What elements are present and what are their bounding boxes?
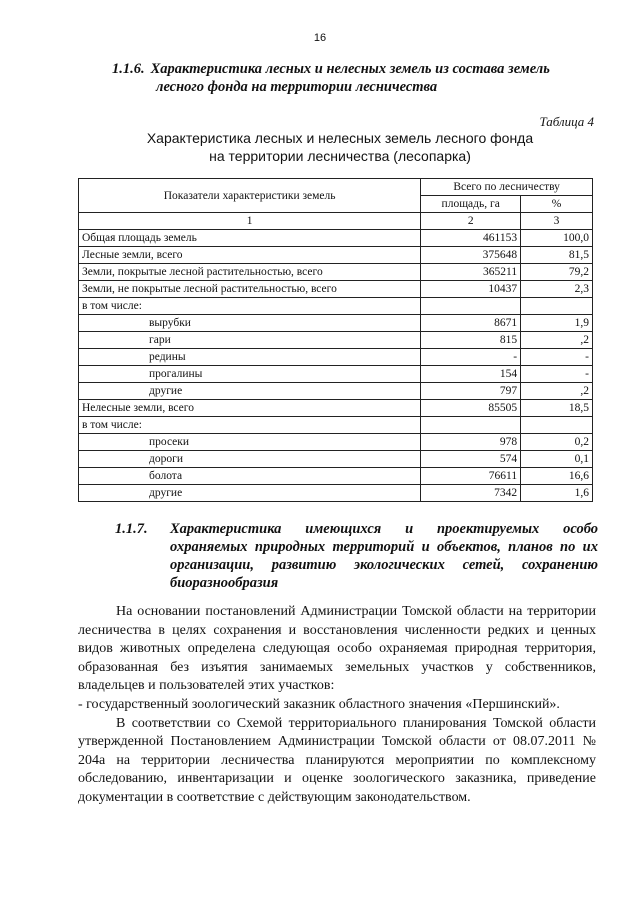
row-area: 10437 [421, 281, 521, 298]
row-percent: - [521, 349, 593, 366]
table-row [79, 298, 593, 315]
column-number-1: 1 [79, 213, 421, 230]
section-number: 1.1.7. [115, 521, 148, 537]
row-label: Общая площадь земель [79, 230, 421, 247]
row-label: редины [79, 349, 421, 366]
column-number-2: 2 [421, 213, 521, 230]
row-percent: ,2 [521, 383, 593, 400]
paragraph-2-list-item: - государственный зоологический заказник областного значения «Першинский». [78, 696, 560, 712]
row-label: в том числе: [79, 417, 421, 434]
row-label: просеки [79, 434, 421, 451]
row-percent: ,2 [521, 332, 593, 349]
section-title: Характеристика имеющихся и проектируемых особо охраняемых природных территорий и объектов, планов по их организации, развитию экологических сетей, сохранению биоразнообразия [170, 521, 598, 591]
row-area: 8671 [421, 315, 521, 332]
row-percent: 79,2 [521, 264, 593, 281]
table-row [79, 281, 593, 298]
table-title-line-2: на территории лесничества (лесопарка) [209, 148, 471, 164]
table-row [79, 349, 593, 366]
row-area: 797 [421, 383, 521, 400]
row-area: 76611 [421, 468, 521, 485]
row-label: другие [79, 383, 421, 400]
row-area: 365211 [421, 264, 521, 281]
row-label: Нелесные земли, всего [79, 400, 421, 417]
row-area: 815 [421, 332, 521, 349]
row-label: вырубки [79, 315, 421, 332]
row-percent: 16,6 [521, 468, 593, 485]
paragraph-1: На основании постановлений Администрации Томской области на территории лесничества в целях сохранения и восстановления численности редких и ценных видов животных определена следующая особо охраняемая природная территория, образованная без изъятия занимаемых земельных участков у собственников, владельцев и пользователей этих участков: [78, 604, 596, 694]
section-heading-1-1-7 [115, 520, 598, 592]
page-number: 16 [313, 32, 327, 44]
row-label: Земли, не покрытые лесной растительностью, всего [79, 281, 421, 298]
table-row [79, 451, 593, 468]
row-label: Лесные земли, всего [79, 247, 421, 264]
section-heading-1-1-6 [112, 60, 598, 96]
row-percent: 2,3 [521, 281, 593, 298]
table-row [79, 383, 593, 400]
row-area [421, 298, 521, 315]
row-label: другие [79, 485, 421, 502]
header-area: площадь, га [421, 196, 521, 213]
row-area: 574 [421, 451, 521, 468]
column-number-3: 3 [521, 213, 593, 230]
row-percent: 0,2 [521, 434, 593, 451]
table-title-line-1: Характеристика лесных и нелесных земель лесного фонда [146, 130, 534, 146]
section-number: 1.1.6. [112, 61, 145, 77]
header-percent: % [521, 196, 593, 213]
row-label: Земли, покрытые лесной растительностью, всего [79, 264, 421, 281]
row-area [421, 417, 521, 434]
header-total: Всего по лесничеству [421, 179, 593, 196]
row-percent: 1,9 [521, 315, 593, 332]
table-row [79, 264, 593, 281]
row-area: 375648 [421, 247, 521, 264]
section-title-line-2: лесного фонда на территории лесничества [156, 79, 438, 95]
row-label: гари [79, 332, 421, 349]
row-percent: 0,1 [521, 451, 593, 468]
table-row [79, 485, 593, 502]
row-label: прогалины [79, 366, 421, 383]
table-row [79, 315, 593, 332]
row-label: болота [79, 468, 421, 485]
row-percent: 18,5 [521, 400, 593, 417]
land-characteristics-table [78, 178, 593, 502]
table-row [79, 366, 593, 383]
table-title [60, 129, 620, 165]
table-row [79, 400, 593, 417]
table-row [79, 468, 593, 485]
row-area: 461153 [421, 230, 521, 247]
row-percent: 81,5 [521, 247, 593, 264]
table-row [79, 434, 593, 451]
row-percent [521, 417, 593, 434]
row-area: - [421, 349, 521, 366]
row-area: 85505 [421, 400, 521, 417]
row-area: 978 [421, 434, 521, 451]
paragraph-3: В соответствии со Схемой территориального планирования Томской области утвержденной Постановлением Администрации Томской области от 08.07.2011 № 204а на территории лесничества планируются мероприятии по комплексному обследованию, инвентаризации и оценке зоологического заказника, приведение документации в соответствие с действующим законодательством. [78, 715, 596, 805]
row-label: в том числе: [79, 298, 421, 315]
row-percent: - [521, 366, 593, 383]
header-indicator: Показатели характеристики земель [79, 179, 421, 213]
row-percent: 1,6 [521, 485, 593, 502]
table-row [79, 417, 593, 434]
table-row [79, 230, 593, 247]
table-label: Таблица 4 [539, 114, 594, 129]
table-row [79, 247, 593, 264]
table-row [79, 332, 593, 349]
section-title-line-1: Характеристика лесных и нелесных земель из состава земель [150, 61, 550, 77]
row-percent [521, 298, 593, 315]
row-percent: 100,0 [521, 230, 593, 247]
body-text [78, 603, 596, 808]
row-area: 7342 [421, 485, 521, 502]
row-area: 154 [421, 366, 521, 383]
row-label: дороги [79, 451, 421, 468]
